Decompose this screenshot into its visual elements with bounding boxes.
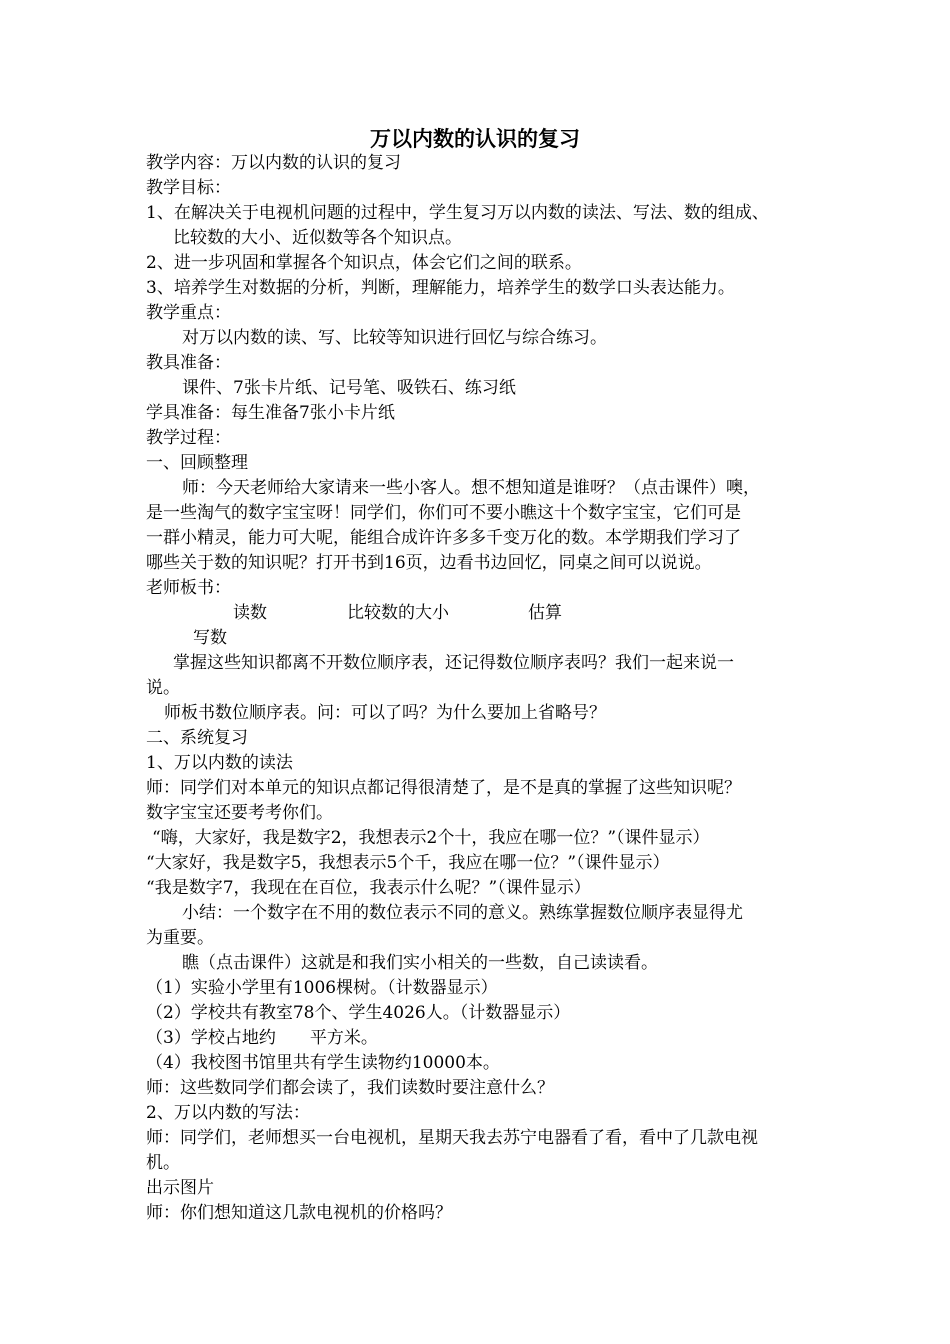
board-item: 估算 xyxy=(528,603,562,623)
text-line: 师：这些数同学们都会读了，我们读数时要注意什么？ xyxy=(146,1078,554,1098)
text-line: 瞧（点击课件）这就是和我们实小相关的一些数，自己读读看。 xyxy=(182,953,658,973)
text-line: 1、在解决关于电视机问题的过程中，学生复习万以内数的读法、写法、数的组成、 xyxy=(146,203,769,223)
text-line: 师：今天老师给大家请来一些小客人。想不想知道是谁呀？（点击课件）噢， xyxy=(182,478,760,498)
text-line: 二、系统复习 xyxy=(146,728,248,748)
text-line: 师：你们想知道这几款电视机的价格吗？ xyxy=(146,1203,452,1223)
text-line: 哪些关于数的知识呢？打开书到16页，边看书边回忆，同桌之间可以说说。 xyxy=(146,553,712,573)
text-line: （4）我校图书馆里共有学生读物约10000本。 xyxy=(146,1053,500,1073)
text-line: 教学重点： xyxy=(146,303,231,323)
text-line: “嗨，大家好，我是数字2，我想表示2个十，我应在哪一位？”（课件显示） xyxy=(152,828,710,848)
text-line: 学具准备：每生准备7张小卡片纸 xyxy=(146,403,395,423)
board-item: 读数 xyxy=(233,603,267,623)
text-line: 教具准备： xyxy=(146,353,231,373)
text-line: 为重要。 xyxy=(146,928,214,948)
text-line: 老师板书： xyxy=(146,578,231,598)
board-item: 比较数的大小 xyxy=(347,603,449,623)
text-line: （2）学校共有教室78个、学生4026人。（计数器显示） xyxy=(146,1003,571,1023)
text-line: “大家好，我是数字5，我想表示5个千，我应在哪一位？”（课件显示） xyxy=(146,853,670,873)
text-line: 1、万以内数的读法 xyxy=(146,753,293,773)
text-line: 小结：一个数字在不用的数位表示不同的意义。熟练掌握数位顺序表显得尤 xyxy=(182,903,743,923)
document-title: 万以内数的认识的复习 xyxy=(370,126,580,151)
text-line: 是一些淘气的数字宝宝呀！同学们，你们可不要小瞧这十个数字宝宝，它们可是 xyxy=(146,503,741,523)
text-line: 比较数的大小、近似数等各个知识点。 xyxy=(173,228,462,248)
text-line: “我是数字7，我现在在百位，我表示什么呢？”（课件显示） xyxy=(146,878,591,898)
text-line: 师板书数位顺序表。问：可以了吗？为什么要加上省略号？ xyxy=(164,703,606,723)
text-line: 数字宝宝还要考考你们。 xyxy=(146,803,333,823)
text-line: （1）实验小学里有1006棵树。（计数器显示） xyxy=(146,978,498,998)
text-line: 对万以内数的读、写、比较等知识进行回忆与综合练习。 xyxy=(182,328,607,348)
text-line: 机。 xyxy=(146,1153,180,1173)
text-line: 3、培养学生对数据的分析，判断，理解能力，培养学生的数学口头表达能力。 xyxy=(146,278,735,298)
text-line: 2、万以内数的写法： xyxy=(146,1103,310,1123)
text-line: 教学目标： xyxy=(146,178,231,198)
text-line: （3）学校占地约 平方米。 xyxy=(146,1028,378,1048)
text-line: 说。 xyxy=(146,678,180,698)
text-line: 教学内容：万以内数的认识的复习 xyxy=(146,153,401,173)
text-line: 2、进一步巩固和掌握各个知识点，体会它们之间的联系。 xyxy=(146,253,582,273)
text-line: 师：同学们对本单元的知识点都记得很清楚了，是不是真的掌握了这些知识呢？ xyxy=(146,778,741,798)
text-line: 出示图片 xyxy=(146,1178,214,1198)
text-line: 教学过程： xyxy=(146,428,231,448)
text-line: 一、回顾整理 xyxy=(146,453,248,473)
text-line: 课件、7张卡片纸、记号笔、吸铁石、练习纸 xyxy=(182,378,516,398)
text-line: 掌握这些知识都离不开数位顺序表，还记得数位顺序表吗？我们一起来说一 xyxy=(173,653,734,673)
text-line: 师：同学们，老师想买一台电视机，星期天我去苏宁电器看了看，看中了几款电视 xyxy=(146,1128,758,1148)
text-line: 一群小精灵，能力可大呢，能组合成许许多多千变万化的数。本学期我们学习了 xyxy=(146,528,741,548)
board-item: 写数 xyxy=(193,628,227,648)
